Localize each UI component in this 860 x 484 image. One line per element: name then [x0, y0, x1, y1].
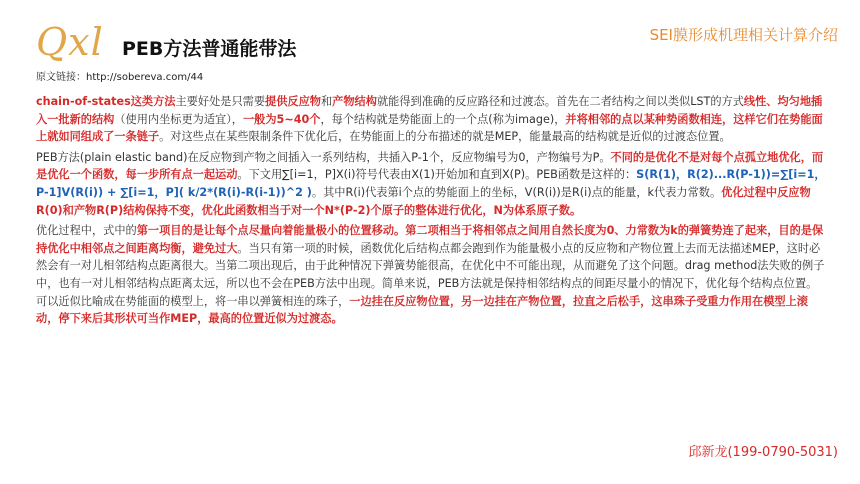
formula-text: S(R(1)，R(2)...R(P-1))=∑[i=1，P-1]V(R(i)) + ∑[i=1，P]( k/2*(R(i)-R(i-1))^2 ) [36, 168, 826, 199]
body-text: 。其中R(i)代表第i个点的势能面上的坐标，V(R(i))是R(i)点的能量，k代表力常数。 [311, 185, 722, 199]
brand-logo: Qxl [36, 20, 104, 64]
author-contact: 邱新龙(199-0790-5031) [688, 445, 838, 460]
slide-body [36, 93, 826, 331]
body-text: 就能得到准确的反应路径和过渡态。首先在二者结构之间以类似LST的方式 [376, 95, 744, 108]
source-link-line [36, 68, 203, 83]
body-text: 优化过程中，式中的 [36, 224, 137, 238]
highlight-text: 不同的是优化不是对每个点孤立地优化，而是优化一个函数，每一步所有点一起运动 [36, 150, 824, 182]
paragraph-optimization [36, 222, 826, 328]
highlight-text: 产物结构 [332, 95, 377, 108]
paragraph-chain-of-states [36, 93, 826, 146]
highlight-text: 一般为5~40个 [242, 112, 321, 126]
highlight-text: 并将相邻的点以某种势函数相连，这样它们在势能面上就如同组成了一条链子 [36, 112, 823, 144]
body-text: （使用内坐标更为适宜）， [114, 112, 243, 126]
body-text: 主要好处是只需要 [175, 95, 266, 108]
highlight-text: 提供反应物 [265, 95, 321, 108]
highlight-text: chain-of-states这类方法 [36, 95, 176, 108]
body-text: 。下文用∑[i=1，P]X(i)符号代表由X(1)开始加和直到X(P)。PEB函数是这样的： [237, 168, 637, 182]
section-title: SEI膜形成机理相关计算介绍 [649, 26, 838, 44]
source-label: 原文链接： [36, 72, 86, 83]
source-url-link[interactable]: http://sobereva.com/44 [86, 72, 204, 83]
highlight-text: 一边挂在反应物位置，另一边挂在产物位置，拉直之后松手，这串珠子受重力作用在模型上滚动，停下来后其形状可当作MEP，最高的位置近似为过渡态。 [36, 294, 808, 326]
highlight-text: 线性、均匀地插入一批新的结构 [36, 95, 823, 126]
highlight-text: 第一项目的是让每个点尽量向着能量极小的位置移动。第二项相当于将相邻点之间用自然长度为0、力常数为k的弹簧势连了起来，目的是保持优化中相邻点之间距离均衡，避免过大 [36, 224, 824, 255]
body-text: 。对这些点在某些限制条件下优化后，在势能面上的分布描述的就是MEP，能量最高的结构就是近似的过渡态位置。 [159, 130, 731, 144]
slide-header [0, 0, 860, 90]
body-text: PEB方法(plain elastic band)在反应物到产物之间插入一系列结构，共插入P-1个，反应物编号为0，产物编号为P。 [36, 150, 611, 164]
body-text: 。当只有第一项的时候，函数优化后结构点都会跑到作为能量极小点的反应物和产物位置上去而无法描述MEP，这时必然会有一对儿相邻结构点距离很大。当第二项出现后，由于此种情况下弹簧势能很高，在优化中不可能出现，从而避免了这个问题。drag method法失败的例子中，也有一对儿相邻结构点距离太远，所以也不会在PEB方法中出现。简单来说，PEB方法就是保持相邻结构点的间距尽量小的情况下，优化每个结构点位置。可以近似比喻成在势能面的模型上，将一串以弹簧相连的珠子， [36, 241, 825, 308]
highlight-text: 优化过程中反应物R(0)和产物R(P)结构保持不变，优化此函数相当于对一个N*(P-2)个原子的整体进行优化，N为体系原子数。 [36, 185, 811, 217]
paragraph-peb-function [36, 149, 826, 219]
body-text: ，每个结构就是势能面上的一个点(称为image)， [320, 112, 566, 126]
slide-title: PEB方法普通能带法 [122, 38, 297, 60]
body-text: 和 [320, 95, 333, 108]
